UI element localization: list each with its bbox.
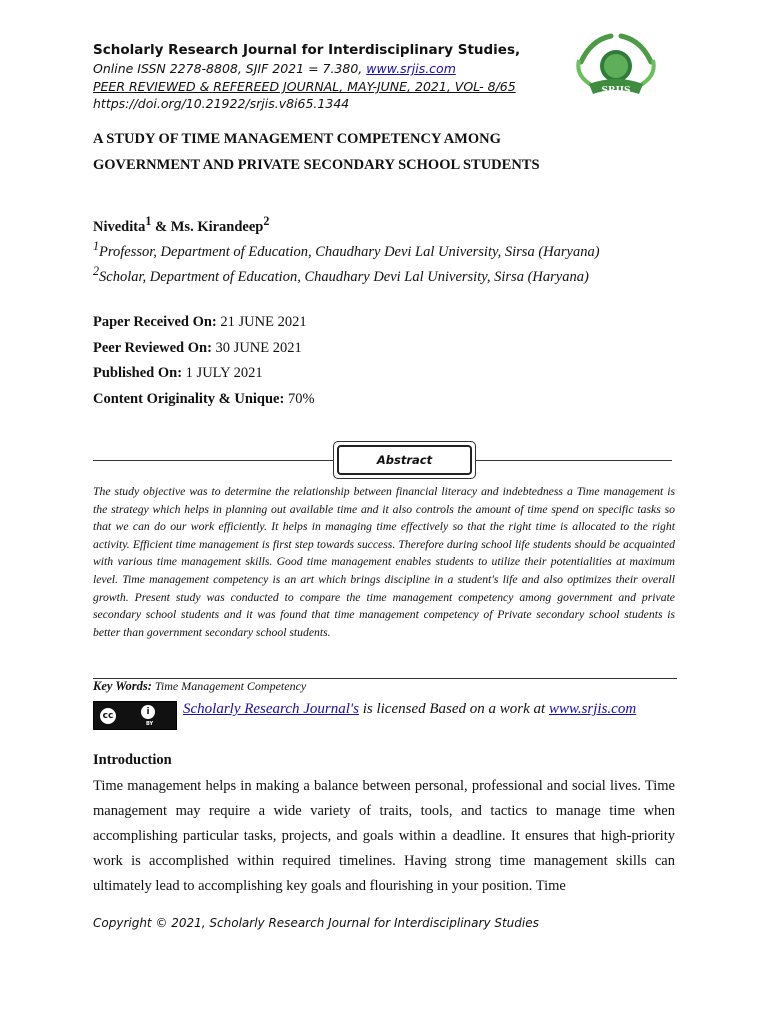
published-label: Published On: <box>93 365 183 381</box>
abstract-text: The study objective was to determine the relationship between financial literacy and indebtedness a Time management is the strategy which helps in planning out available time and it also controls the amount of time spend on specific tasks so that we can do our work efficiently. It helps in managing time effectively so that the right time is allocated to the right activity. Efficient time management is first step towards success. Therefore during school life students should be acquainted with various time management skills. Good time management enables students to utilize their potentialities at maximum level. Time management competency is an art which brings discipline in a student's life and also optimizes their overall growth. Present study was conducted to compare the time management competency among government and private secondary school students and it was found that time management competency of Private secondary school students is better than government secondary school students. <box>93 485 675 639</box>
received-value: 21 JUNE 2021 <box>216 314 307 330</box>
journal-license-link[interactable]: Scholarly Research Journal's <box>183 701 359 717</box>
journal-site-link[interactable]: www.srjis.com <box>366 61 456 76</box>
journal-name: Scholarly Research Journal for Interdisciplinary Studies, <box>93 42 521 58</box>
originality-label: Content Originality & Unique: <box>93 391 285 407</box>
author-1-sup: 1 <box>145 214 152 228</box>
abstract-heading: Abstract <box>337 445 472 475</box>
keywords <box>93 679 306 694</box>
received-label: Paper Received On: <box>93 314 217 330</box>
keywords-value: Time Management Competency <box>151 679 307 693</box>
site-license-link[interactable]: www.srjis.com <box>548 701 637 717</box>
license-middle-text: is licensed Based on a work at <box>358 701 549 717</box>
author-2: & Ms. Kirandeep <box>151 218 264 235</box>
received-on <box>93 314 307 331</box>
affiliation-2 <box>93 264 589 286</box>
logo-text: SRJIS <box>601 86 631 96</box>
copyright-footer: Copyright © 2021, Scholarly Research Journal for Interdisciplinary Studies <box>93 916 539 930</box>
author-1: Nivedita <box>93 218 146 235</box>
affiliation-2-text: Scholar, Department of Education, Chaudhary Devi Lal University, Sirsa (Haryana) <box>99 268 589 285</box>
doi-line[interactable]: https://doi.org/10.21922/srjis.v8i65.1344 <box>93 96 350 111</box>
paper-title: A STUDY OF TIME MANAGEMENT COMPETENCY AMONG GOVERNMENT AND PRIVATE SECONDARY SCHOOL STUDENTS <box>93 131 540 173</box>
cc-by-badge[interactable] <box>93 701 177 730</box>
attribution-icon: i <box>139 703 157 721</box>
affiliation-2-sup: 2 <box>93 264 100 278</box>
affiliation-1-sup: 1 <box>93 239 100 253</box>
abstract-rule-right <box>476 460 672 461</box>
srjis-logo <box>573 30 659 98</box>
originality-value: 70% <box>284 391 315 407</box>
affiliation-1-text: Professor, Department of Education, Chaudhary Devi Lal University, Sirsa (Haryana) <box>99 243 600 260</box>
authors <box>93 214 269 236</box>
keywords-label: Key Words: <box>93 679 152 693</box>
issn-text: Online ISSN 2278-8808, SJIF 2021 = 7.380, <box>93 61 367 76</box>
issn-line <box>93 61 456 76</box>
cc-icon: cc <box>98 706 118 726</box>
introduction-text: Time management helps in making a balance between personal, professional and social lives. Time management may require a wide variety of traits, tools, and tactics to manage time when accomplishing particular tasks, projects, and goals within a deadline. It ensures that high-priority work is accomplished within required timelines. Having strong time management skills can ultimately lead to accomplishing key goals and flourishing in your position. Time <box>93 778 675 894</box>
license-text <box>183 701 636 718</box>
affiliation-1 <box>93 239 600 261</box>
reviewed-value: 30 JUNE 2021 <box>211 340 302 356</box>
introduction-heading: Introduction <box>93 752 172 768</box>
author-2-sup: 2 <box>263 214 270 228</box>
peer-review-line: PEER REVIEWED & REFEREED JOURNAL, MAY-JUNE, 2021, VOL- 8/65 <box>93 79 516 94</box>
published-value: 1 JULY 2021 <box>182 365 263 381</box>
cc-by-label: BY <box>146 721 154 727</box>
originality <box>93 391 315 408</box>
reviewed-label: Peer Reviewed On: <box>93 340 212 356</box>
abstract-rule-left <box>93 460 333 461</box>
reviewed-on <box>93 340 302 357</box>
published-on <box>93 365 263 382</box>
abstract-heading-box <box>333 441 476 479</box>
